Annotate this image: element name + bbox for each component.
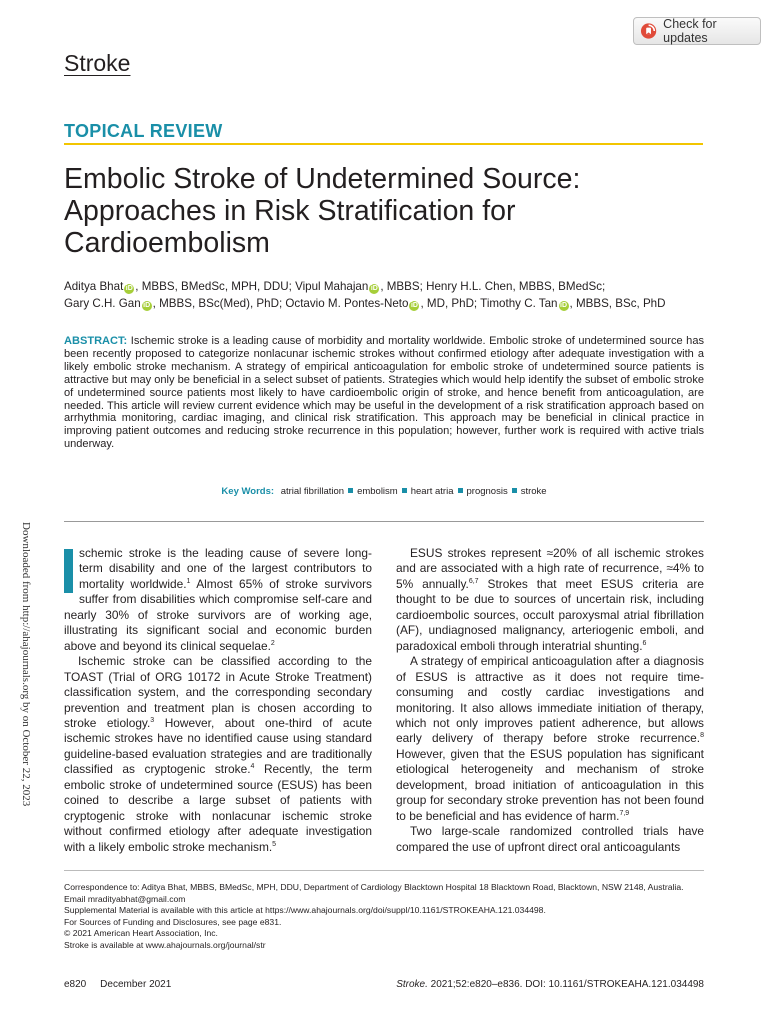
body-paragraph (396, 654, 704, 824)
citation-ref: 5 (272, 840, 277, 848)
author-name: Timothy C. Tan (480, 297, 558, 310)
orcid-icon[interactable]: iD (560, 302, 567, 309)
author-name: Vipul Mahajan (295, 280, 369, 293)
check-for-updates-button[interactable] (633, 17, 761, 45)
citation-ref: 6 (642, 639, 647, 647)
citation-ref: 3 (150, 717, 155, 725)
citation-ref: 7,9 (619, 809, 630, 817)
author-degrees: , MBBS, BSc, PhD (569, 297, 666, 310)
citation-details: 2021;52:e820–e836. DOI: 10.1161/STROKEAHA.121.034498 (427, 979, 704, 990)
author-degrees: , MBBS, BMedSc; (512, 280, 606, 293)
author-name: Gary C.H. Gan (64, 297, 141, 310)
author-degrees: , MBBS, BMedSc, MPH, DDU; (135, 280, 296, 293)
journal-name: Stroke (64, 50, 131, 76)
keyword: heart atria (410, 486, 454, 497)
paragraph-text: Recently, the term embolic stroke of undetermined source (ESUS) has been coined to describe a large subset of patients with cryptogenic stroke with nonlacunar ischemic stroke without confirmed etiology after adequate investigation with a likely embolic stroke mechanism. (64, 762, 372, 854)
page-number-date (64, 979, 171, 990)
keyword: stroke (520, 486, 547, 497)
paragraph-text: Two large-scale randomized controlled trials have compared the use of upfront direct oral anticoagulants (396, 824, 704, 854)
paragraph-text: ESUS strokes represent ≈20% of all ischemic strokes and are associated with a high rate of recurrence, ≈4% to 5% annually. (396, 546, 704, 591)
author-list (64, 278, 704, 312)
body-paragraph (64, 546, 372, 654)
section-divider (64, 521, 704, 522)
footnote-rule (64, 870, 704, 871)
body-paragraph (64, 654, 372, 855)
paragraph-text: Ischemic stroke can be classified according to the TOAST (Trial of ORG 10172 in Acute Stroke Treatment) classification system, and the corresponding secondary prevention and treatment plan is chosen according to stroke etiology. (64, 654, 372, 730)
keywords-label: Key Words: (221, 486, 275, 497)
orcid-icon[interactable]: iD (125, 285, 133, 292)
download-side-note: Downloaded from http://ahajournals.org by on October 22, 2023 (20, 522, 32, 807)
body-column-left (64, 546, 372, 855)
keyword-separator (348, 488, 353, 493)
abstract (64, 335, 704, 451)
citation-ref: 6,7 (468, 577, 479, 585)
citation (396, 979, 704, 990)
keyword: prognosis (466, 486, 508, 497)
author-name: Henry H.L. Chen (426, 280, 513, 293)
orcid-icon[interactable]: iD (143, 302, 151, 309)
footnote-line: Email mradityabhat@gmail.com (64, 893, 186, 904)
author-name: Octavio M. Pontes-Neto (285, 297, 409, 310)
abstract-text: Ischemic stroke is a leading cause of morbidity and mortality worldwide. Embolic stroke of undetermined source has been recently proposed to categorize nonlacunar ischemic strokes without confirmed etiology after adequate investigation with a likely embolic stroke mechanism. A strategy of empirical anticoagulation for embolic stroke of undetermined source patients is attractive but may only be beneficial in a select subset of patients. Strategies which would help identify the subset of embolic stroke of undetermined source patients most likely to have cardioembolic origin of stroke, and hence benefit from anticoagulation, are needed. This article will review current evidence which may be useful in the development of a risk stratification approach based on arrhythmia monitoring, cardiac imaging, and clinical risk stratification. This approach may be beneficial in clinical practice in improving patient outcomes and reducing stroke recurrence in this population; however, further work is required with active trials underway. (64, 335, 704, 451)
citation-ref: 8 (700, 732, 704, 740)
check-updates-icon (640, 22, 657, 40)
paragraph-text: Almost 65% of stroke survivors suffer from disabilities which compromise self-care and nearly 30% of stroke survivors are of working age, illustrating its significant social and economic burden above and beyond its clinical sequelae. (64, 576, 372, 653)
keyword: atrial fibrillation (280, 486, 345, 497)
author-degrees: , MBBS; (380, 280, 427, 293)
footnote-line: Stroke is available at www.ahajournals.org/journal/str (64, 939, 266, 950)
body-paragraph (396, 824, 704, 855)
keyword: embolism (357, 486, 398, 497)
footnote-line: Correspondence to: Aditya Bhat, MBBS, BMedSc, MPH, DDU, Department of Cardiology Blacktown Hospital 18 Blacktown Road, Blacktown, NSW 2148, Australia. (64, 882, 684, 892)
keyword-separator (458, 488, 463, 493)
article-title: Embolic Stroke of Undetermined Source: Approaches in Risk Stratification for Cardioembolism (64, 163, 581, 259)
author-degrees: , MBBS, BSc(Med), PhD; (152, 297, 286, 310)
drop-cap (64, 549, 73, 593)
body-paragraph (396, 546, 704, 654)
paragraph-text: A strategy of empirical anticoagulation after a diagnosis of ESUS is attractive as it does not require time-consuming and costly cardiac investigations and monitoring. It also allows immediate initiation of therapy, which not only improves patient adherence, but allows early delivery of therapy before stroke recurrence. (396, 654, 704, 746)
footnote-line: For Sources of Funding and Disclosures, see page e831. (64, 916, 282, 927)
citation-journal: Stroke. (396, 979, 428, 990)
orcid-icon[interactable]: iD (370, 285, 378, 292)
abstract-label: ABSTRACT: (64, 335, 128, 347)
citation-ref: 4 (250, 763, 255, 771)
paragraph-text: However, about one-third of acute ischemic strokes have no identified cause using standard guideline-based evaluation strategies and are traditionally classified as cryptogenic stroke. (64, 715, 372, 777)
paragraph-text: However, given that the ESUS population has significant etiological heterogeneity and mechanism of stroke development, broad initiation of anticoagulation in this group for secondary stroke prevention has not been found to be beneficial and has evidence of harm. (396, 746, 704, 823)
keywords-list (281, 486, 547, 497)
page-number: e820 (64, 979, 87, 990)
keywords (64, 486, 704, 497)
author-degrees: , MD, PhD; (420, 297, 481, 310)
author-name: Aditya Bhat (64, 280, 124, 293)
section-rule (64, 143, 703, 145)
keyword-separator (402, 488, 407, 493)
footnotes (64, 882, 704, 952)
footnote-line: © 2021 American Heart Association, Inc. (64, 928, 218, 939)
issue-date: December 2021 (100, 979, 172, 990)
orcid-icon[interactable]: iD (410, 302, 418, 309)
paragraph-text: Strokes that meet ESUS criteria are thought to be due to sources of uncertain risk, including cardioembolic sources, occult paroxysmal atrial fibrillation (AF), undiagnosed malignancy, arteriogenic emboli, and paradoxical emboli through interatrial shunting. (396, 576, 704, 653)
check-for-updates-label: Check for updates (663, 17, 717, 45)
section-label: TOPICAL REVIEW (64, 121, 223, 141)
citation-ref: 1 (186, 577, 191, 585)
footnote-line: Supplemental Material is available with this article at https://www.ahajournals.org/doi/suppl/10.1161/STROKEAHA.121.034498. (64, 905, 546, 916)
paragraph-text: schemic stroke is the leading cause of severe long-term disability and one of the largest contributors to mortality worldwide. (79, 546, 372, 591)
body-column-right (396, 546, 704, 855)
keyword-separator (512, 488, 517, 493)
citation-ref: 2 (270, 639, 275, 647)
